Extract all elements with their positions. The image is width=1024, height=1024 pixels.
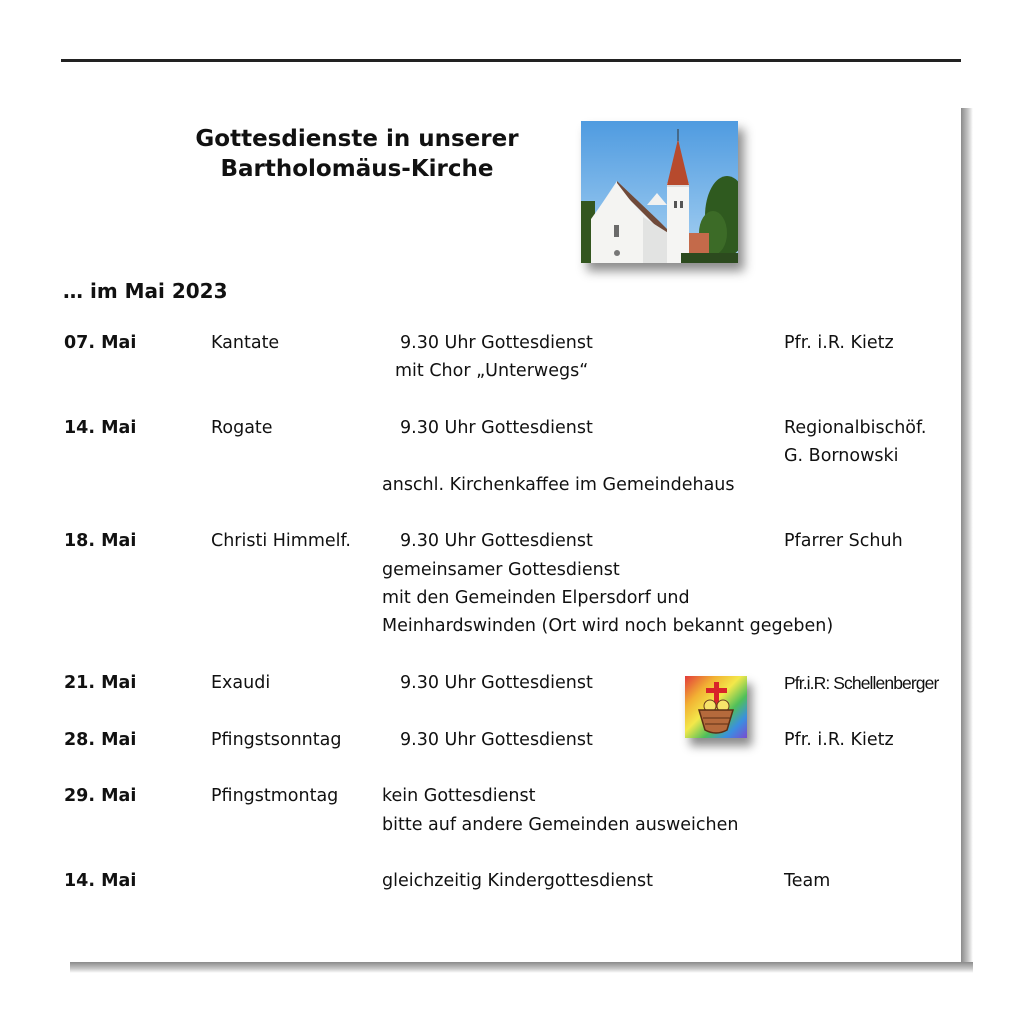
page-shadow-right bbox=[961, 108, 973, 968]
entry-date: 07. Mai bbox=[64, 333, 137, 353]
entry-date: 28. Mai bbox=[64, 730, 137, 750]
entry-name: Pfingstmontag bbox=[211, 786, 339, 806]
month-heading: … im Mai 2023 bbox=[63, 279, 228, 303]
title-line-2: Bartholomäus-Kirche bbox=[220, 156, 494, 182]
entry-date: 29. Mai bbox=[64, 786, 137, 806]
kindergottesdienst-logo-icon bbox=[685, 676, 747, 738]
entry-line: mit den Gemeinden Elpersdorf und bbox=[382, 588, 690, 608]
entry-line: anschl. Kirchenkaffee im Gemeindehaus bbox=[382, 475, 735, 495]
page-shadow-bottom bbox=[70, 962, 973, 973]
entry-line: bitte auf andere Gemeinden ausweichen bbox=[382, 815, 739, 835]
entry-name: Kantate bbox=[211, 333, 280, 353]
church-photo bbox=[581, 121, 738, 263]
entry-line: 9.30 Uhr Gottesdienst bbox=[400, 333, 593, 353]
entry-line: 9.30 Uhr Gottesdienst bbox=[400, 531, 593, 551]
entry-line: mit Chor „Unterwegs“ bbox=[395, 361, 589, 381]
top-rule bbox=[61, 59, 961, 62]
entry-person: G. Bornowski bbox=[784, 446, 899, 466]
entry-line: 9.30 Uhr Gottesdienst bbox=[400, 418, 593, 438]
entry-name: Exaudi bbox=[211, 673, 271, 693]
entry-line: gemeinsamer Gottesdienst bbox=[382, 560, 620, 580]
entry-person: Pfr.i.R: Schellenberger bbox=[784, 673, 939, 693]
entry-line: gleichzeitig Kindergottesdienst bbox=[382, 871, 653, 891]
entry-name: Rogate bbox=[211, 418, 273, 438]
title-line-1: Gottesdienste in unserer bbox=[195, 126, 519, 152]
entry-name: Christi Himmelf. bbox=[211, 531, 351, 551]
entry-person: Pfr. i.R. Kietz bbox=[784, 333, 894, 353]
entry-name: Pfingstsonntag bbox=[211, 730, 342, 750]
entry-person: Pfarrer Schuh bbox=[784, 531, 903, 551]
entry-date: 18. Mai bbox=[64, 531, 137, 551]
entry-date: 14. Mai bbox=[64, 871, 137, 891]
entry-person: Pfr. i.R. Kietz bbox=[784, 730, 894, 750]
entry-date: 21. Mai bbox=[64, 673, 137, 693]
entry-line: Meinhardswinden (Ort wird noch bekannt gegeben) bbox=[382, 616, 834, 636]
entry-line: kein Gottesdienst bbox=[382, 786, 536, 806]
entry-date: 14. Mai bbox=[64, 418, 137, 438]
page-title bbox=[150, 124, 564, 184]
entry-line: 9.30 Uhr Gottesdienst bbox=[400, 730, 593, 750]
entry-person: Regionalbischöf. bbox=[784, 418, 927, 438]
entry-person: Team bbox=[784, 871, 831, 891]
entry-line: 9.30 Uhr Gottesdienst bbox=[400, 673, 593, 693]
